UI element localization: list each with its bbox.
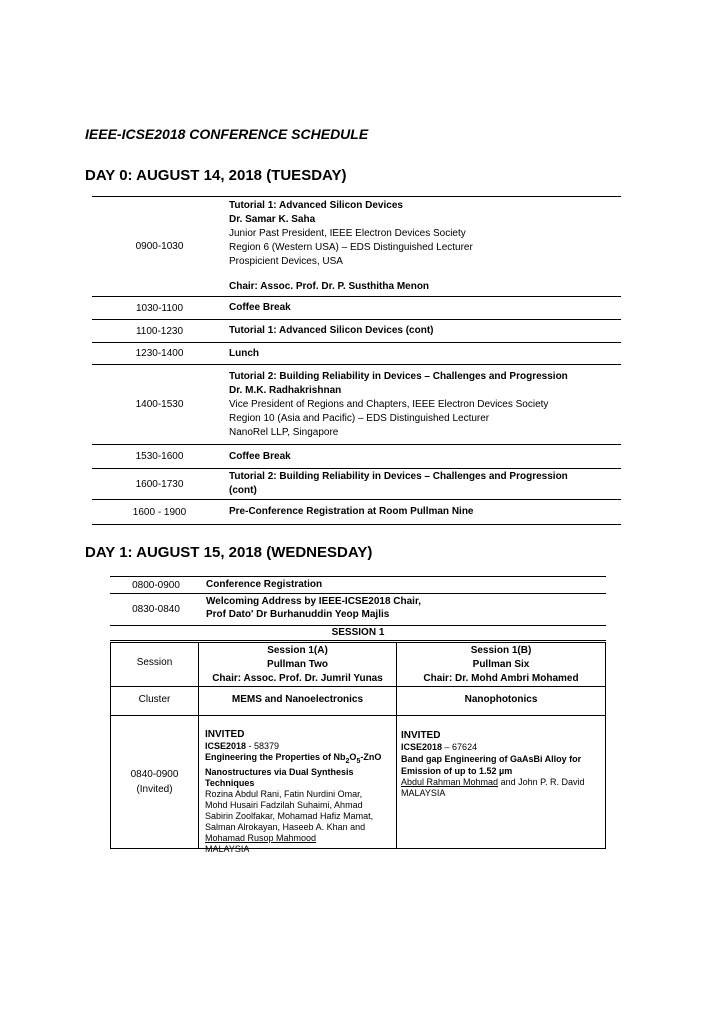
event-line: Junior Past President, IEEE Electron Devices Society: [229, 228, 466, 239]
event-line: [229, 269, 621, 280]
slot-time-cell: [111, 767, 198, 797]
event-line: Region 10 (Asia and Pacific) – EDS Distinguished Lecturer: [229, 412, 490, 424]
title-subscript: 5: [356, 757, 361, 765]
title-part: -ZnO: [360, 752, 382, 762]
paper-id-number: 58379: [254, 741, 280, 751]
event-line: Chair: Assoc. Prof. Dr. P. Susthitha Menon: [229, 281, 430, 292]
paper-country: MALAYSIA: [401, 788, 446, 798]
paper-a: [205, 728, 395, 855]
time-cell: 1530-1600: [135, 451, 184, 462]
paper-id: [401, 742, 605, 753]
event-line: Prospicient Devices, USA: [229, 256, 343, 267]
paper-title-line: Band gap Engineering of GaAsBi Alloy for: [401, 754, 582, 764]
event-cell: [202, 594, 606, 625]
title-part: Engineering the Properties of Nb: [205, 752, 346, 762]
session-label: SESSION 1: [110, 626, 606, 641]
session-row-label: Session: [136, 657, 173, 668]
event-cell: [227, 500, 621, 524]
event-line: Dr. M.K. Radhakrishnan: [229, 384, 342, 396]
session-a-room: Pullman Two: [267, 659, 328, 670]
time-cell: 0830-0840: [132, 604, 180, 615]
cluster-row-label: Cluster: [138, 694, 171, 705]
invited-tag: INVITED: [205, 729, 245, 740]
day1-heading: DAY 1: AUGUST 15, 2018 (WEDNESDAY): [85, 544, 373, 561]
schedule-row: [92, 365, 621, 445]
session-a-header: [199, 644, 396, 686]
welcome-speaker: Prof Dato' Dr Burhanuddin Yeop Majlis: [206, 609, 390, 620]
welcome-line: Welcoming Address by IEEE-ICSE2018 Chair,: [206, 596, 422, 607]
session-grid: [110, 642, 606, 854]
event-line: Coffee Break: [229, 450, 291, 462]
paper-id-number: 67624: [452, 742, 478, 752]
slot-time: 0840-0900: [130, 769, 179, 780]
event-cell: Conference Registration: [206, 579, 323, 590]
day0-heading: DAY 0: AUGUST 14, 2018 (TUESDAY): [85, 167, 347, 184]
paper-authors: Rozina Abdul Rani, Fatin Nurdini Omar,: [205, 788, 363, 799]
session-b-cluster: Nanophotonics: [464, 694, 538, 705]
time-cell: 1100-1230: [135, 325, 184, 337]
event-line: Tutorial 1: Advanced Silicon Devices (cont): [229, 325, 434, 336]
paper-title: [205, 752, 395, 767]
paper-title-line: Techniques: [205, 777, 255, 788]
paper-id-label: ICSE2018: [205, 741, 247, 751]
paper-id: [205, 741, 395, 752]
schedule-row: [92, 445, 621, 469]
time-cell: 1600-1730: [135, 478, 184, 490]
invited-tag: INVITED: [401, 730, 441, 741]
page-title: IEEE-ICSE2018 CONFERENCE SCHEDULE: [85, 126, 369, 142]
event-cell: [227, 297, 621, 319]
paper-presenter: Mohamad Rusop Mahmood: [205, 832, 317, 843]
session-a-chair: Chair: Assoc. Prof. Dr. Jumril Yunas: [212, 673, 383, 684]
schedule-row: [92, 343, 621, 365]
registration-row: [110, 577, 606, 594]
event-cell: [227, 365, 621, 444]
schedule-row: [92, 469, 621, 500]
session-a-name: Session 1(A): [267, 645, 328, 656]
session-b-header: [397, 644, 605, 686]
event-line: Pre-Conference Registration at Room Pullman Nine: [229, 506, 474, 517]
schedule-row: [92, 197, 621, 297]
paper-authors: Salman Alrokayan, Haseeb A. Khan and: [205, 821, 366, 832]
paper-authors: Sabirin Zoolfakar, Mohamad Hafiz Mamat,: [205, 810, 374, 821]
slot-type: (Invited): [136, 784, 173, 795]
time-cell: 1030-1100: [135, 302, 184, 314]
event-line: Lunch: [229, 347, 259, 359]
column-divider: [111, 643, 199, 848]
session-b-room: Pullman Six: [472, 659, 530, 670]
time-cell: 1230-1400: [135, 348, 184, 359]
paper-presenter: Abdul Rahman Mohmad: [401, 777, 499, 787]
event-line: Vice President of Regions and Chapters, IEEE Electron Devices Society: [229, 398, 549, 410]
day1-schedule-table: [110, 576, 606, 641]
schedule-row: [92, 297, 621, 320]
event-line: Coffee Break: [229, 302, 291, 313]
event-cell: [227, 343, 621, 364]
event-cell: [227, 320, 621, 342]
paper-id-label: ICSE2018: [401, 742, 443, 752]
day0-schedule-table: [92, 196, 621, 525]
paper-coauthors: and John P. R. David: [498, 777, 585, 787]
time-cell: 1600 - 1900: [132, 506, 187, 518]
paper-id-sep: –: [442, 742, 453, 752]
event-line: Tutorial 2: Building Reliability in Devices – Challenges and Progression: [229, 471, 568, 482]
title-subscript: 2: [345, 757, 350, 765]
row-divider: [111, 715, 605, 716]
session-b-chair: Chair: Dr. Mohd Ambri Mohamed: [423, 673, 579, 684]
event-line: Tutorial 1: Advanced Silicon Devices: [229, 200, 403, 211]
event-line: (cont): [229, 485, 257, 496]
time-cell: 1400-1530: [135, 399, 184, 410]
event-cell: [227, 197, 621, 296]
paper-authors: [401, 777, 605, 788]
event-line: Tutorial 2: Building Reliability in Devices – Challenges and Progression: [229, 370, 568, 382]
paper-b: [401, 729, 605, 799]
event-line: NanoRel LLP, Singapore: [229, 426, 339, 438]
event-cell: [227, 445, 621, 468]
paper-country: MALAYSIA: [205, 843, 250, 854]
row-divider: [111, 686, 605, 687]
paper-authors: Mohd Husairi Fadzilah Suhaimi, Ahmad: [205, 799, 363, 810]
paper-title-line: Emission of up to 1.52 µm: [401, 766, 513, 776]
session-a-cluster: MEMS and Nanoelectronics: [231, 694, 364, 705]
time-cell: 0900-1030: [135, 241, 184, 252]
session-b-name: Session 1(B): [470, 645, 532, 656]
event-cell: [227, 469, 621, 499]
schedule-row: [92, 320, 621, 343]
time-cell: 0800-0900: [132, 579, 180, 591]
title-part: O: [349, 752, 357, 762]
welcome-row: [110, 594, 606, 626]
paper-title-line: Nanostructures via Dual Synthesis: [205, 766, 354, 777]
paper-id-sep: -: [246, 741, 255, 751]
schedule-row: [92, 500, 621, 525]
event-line: Region 6 (Western USA) – EDS Distinguished Lecturer: [229, 242, 473, 253]
event-line: Dr. Samar K. Saha: [229, 214, 316, 225]
